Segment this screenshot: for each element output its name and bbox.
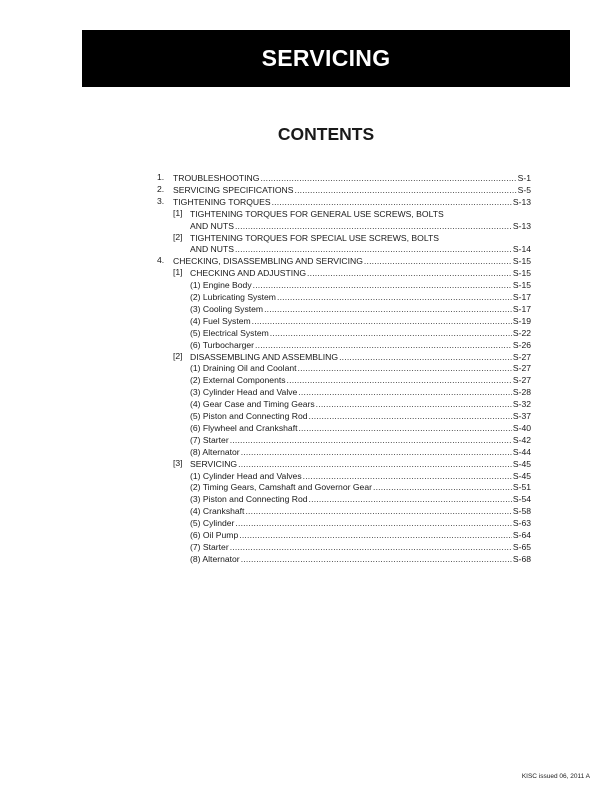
dot-leader	[298, 387, 512, 398]
toc-entry-page: S-28	[512, 387, 531, 398]
contents-heading: CONTENTS	[277, 124, 375, 144]
toc-entry-title: SERVICING	[190, 458, 238, 469]
toc-entry[interactable]	[173, 350, 531, 363]
toc-entry-title: (3) Cylinder Head and Valve	[190, 387, 298, 398]
dot-leader	[245, 506, 511, 517]
dot-leader	[364, 256, 512, 267]
toc-entry-title: (6) Flywheel and Crankshaft	[190, 422, 298, 433]
dot-leader	[303, 471, 512, 482]
toc-entry-number: [3]	[173, 457, 183, 468]
toc-entry-title: DISASSEMBLING AND ASSEMBLING	[190, 351, 339, 362]
toc-entry-page: S-68	[512, 553, 531, 564]
dot-leader	[298, 363, 512, 374]
toc-entry-page: S-45	[512, 470, 531, 481]
toc-entry[interactable]	[190, 386, 531, 398]
toc-entry-title: (8) Alternator	[190, 446, 240, 457]
toc-entry[interactable]	[190, 517, 531, 529]
dot-leader	[264, 304, 512, 315]
toc-entry[interactable]	[190, 470, 531, 482]
toc-entry[interactable]	[190, 303, 531, 315]
toc-entry[interactable]	[190, 553, 531, 565]
dot-leader	[307, 268, 512, 279]
toc-entry[interactable]	[190, 315, 531, 327]
toc-entry-number: [2]	[173, 231, 183, 242]
toc-entry-title: AND NUTS	[190, 220, 234, 231]
toc-entry[interactable]	[157, 183, 531, 196]
toc-entry[interactable]	[190, 327, 531, 339]
toc-entry[interactable]	[157, 172, 531, 184]
dot-leader	[235, 244, 512, 255]
toc-entry-page: S-5	[517, 184, 531, 195]
toc-entry-title: (1) Cylinder Head and Valves	[190, 470, 302, 481]
toc-entry-title: (8) Alternator	[190, 553, 240, 564]
toc-entry-title: AND NUTS	[190, 244, 234, 255]
dot-leader	[241, 447, 512, 458]
toc-entry-title: (1) Engine Body	[190, 280, 252, 291]
toc-entry[interactable]	[190, 410, 531, 422]
toc-entry-title: (4) Crankshaft	[190, 506, 245, 517]
dot-leader	[238, 459, 512, 470]
toc-entry[interactable]	[190, 362, 531, 374]
toc-entry[interactable]	[173, 457, 531, 470]
toc-entry-number: 3.	[157, 195, 165, 206]
toc-entry-page: S-13	[512, 196, 531, 207]
dot-leader	[272, 197, 512, 208]
toc-entry-page: S-51	[512, 482, 531, 493]
dot-leader	[316, 399, 512, 410]
toc-entry-title: TIGHTENING TORQUES FOR SPECIAL USE SCREWS, BOLTS	[190, 232, 439, 243]
toc-entry-number: [1]	[173, 207, 183, 218]
toc-entry-title: (6) Turbocharger	[190, 339, 255, 350]
dot-leader	[270, 328, 512, 339]
toc-entry-number: [1]	[173, 267, 183, 278]
toc-entry-title: (4) Fuel System	[190, 315, 251, 326]
toc-entry-title: TIGHTENING TORQUES	[173, 196, 271, 207]
dot-leader	[339, 352, 512, 363]
dot-leader	[260, 173, 516, 184]
toc-entry-title: (3) Piston and Connecting Rod	[190, 494, 308, 505]
toc-entry-page: S-40	[512, 422, 531, 433]
toc-entry[interactable]	[190, 493, 531, 505]
dot-leader	[255, 340, 512, 351]
dot-leader	[239, 530, 512, 541]
dot-leader	[241, 554, 512, 565]
toc-entry-title: (5) Cylinder	[190, 518, 235, 529]
toc-entry-title: (5) Electrical System	[190, 327, 269, 338]
toc-entry-page: S-27	[512, 351, 531, 362]
toc-entry-page: S-45	[512, 458, 531, 469]
toc-entry-title: CHECKING, DISASSEMBLING AND SERVICING	[173, 256, 363, 267]
toc-entry[interactable]	[190, 220, 531, 232]
toc-entry[interactable]	[157, 255, 531, 267]
dot-leader	[287, 375, 512, 386]
toc-entry-page: S-14	[512, 244, 531, 255]
toc-entry[interactable]	[157, 195, 531, 208]
toc-entry-title: (1) Draining Oil and Coolant	[190, 363, 297, 374]
toc-entry-page: S-37	[512, 411, 531, 421]
dot-leader	[295, 185, 517, 196]
toc-entry-page: S-64	[512, 530, 531, 540]
toc-entry-page: S-13	[512, 220, 531, 231]
toc-entry[interactable]	[190, 481, 531, 493]
toc-entry[interactable]	[173, 231, 531, 244]
toc-entry-page: S-17	[512, 292, 531, 302]
dot-leader	[230, 542, 512, 553]
toc-entry-title: (2) External Components	[190, 375, 286, 386]
toc-entry-page: S-15	[512, 268, 531, 279]
toc-entry-page: S-15	[512, 256, 531, 267]
toc-entry-title: (6) Oil Pump	[190, 530, 239, 540]
toc-entry[interactable]	[190, 339, 531, 351]
toc-entry-page: S-44	[512, 446, 531, 457]
toc-entry-page: S-22	[512, 327, 531, 338]
toc-entry-page: S-26	[512, 339, 531, 350]
toc-entry-title: (7) Starter	[190, 434, 229, 445]
toc-entry[interactable]	[173, 267, 531, 279]
toc-entry-page: S-42	[512, 434, 531, 445]
toc-entry-title: (2) Timing Gears, Camshaft and Governor Gear	[190, 482, 372, 493]
toc-entry[interactable]	[190, 279, 531, 291]
toc-entry[interactable]	[173, 207, 531, 220]
header-banner	[82, 30, 570, 87]
toc-entry-title: SERVICING SPECIFICATIONS	[173, 184, 294, 195]
toc-entry[interactable]	[190, 446, 531, 458]
toc-entry-page: S-1	[517, 173, 531, 183]
footer-issue-note: KISC issued 06, 2011 A	[521, 773, 590, 780]
toc-entry-page: S-58	[512, 506, 531, 517]
toc-entry[interactable]	[190, 374, 531, 386]
toc-entry-title: (4) Gear Case and Timing Gears	[190, 399, 315, 410]
toc-entry-title: TROUBLESHOOTING	[173, 173, 260, 183]
toc-entry[interactable]	[190, 243, 531, 255]
dot-leader	[373, 482, 512, 493]
toc-entry-number: 4.	[157, 255, 165, 266]
toc-entry-page: S-65	[512, 541, 531, 552]
toc-entry[interactable]	[190, 398, 531, 410]
toc-entry[interactable]	[190, 291, 531, 303]
toc-entry-page: S-19	[512, 315, 531, 326]
toc-entry[interactable]	[190, 529, 531, 541]
dot-leader	[253, 280, 512, 291]
dot-leader	[309, 494, 512, 505]
dot-leader	[235, 221, 512, 232]
toc-entry-title: TIGHTENING TORQUES FOR GENERAL USE SCREWS, BOLTS	[190, 208, 444, 219]
toc-entry-page: S-63	[512, 518, 531, 529]
dot-leader	[277, 292, 512, 303]
dot-leader	[230, 435, 512, 446]
toc-entry[interactable]	[190, 505, 531, 517]
toc-entry[interactable]	[190, 434, 531, 446]
toc-entry-title: (5) Piston and Connecting Rod	[190, 411, 308, 421]
toc-entry-number: 2.	[157, 183, 165, 194]
toc-entry-page: S-27	[512, 375, 531, 386]
dot-leader	[298, 423, 511, 434]
toc-entry-page: S-15	[512, 280, 531, 291]
dot-leader	[309, 411, 512, 422]
toc-entry-number: [2]	[173, 350, 183, 361]
toc-entry-page: S-54	[512, 494, 531, 505]
toc-entry-page: S-27	[512, 363, 531, 374]
dot-leader	[252, 316, 512, 327]
page-title: SERVICING	[261, 45, 391, 71]
toc-entry[interactable]	[190, 422, 531, 434]
toc-entry[interactable]	[190, 541, 531, 553]
toc-entry-title: (7) Starter	[190, 541, 229, 552]
toc-entry-title: (3) Cooling System	[190, 303, 264, 314]
toc-entry-page: S-32	[512, 399, 531, 410]
toc-entry-number: 1.	[157, 172, 165, 182]
toc-entry-title: CHECKING AND ADJUSTING	[190, 268, 307, 279]
toc-entry-title: (2) Lubricating System	[190, 292, 276, 302]
toc-entry-page: S-17	[512, 303, 531, 314]
dot-leader	[235, 518, 511, 529]
